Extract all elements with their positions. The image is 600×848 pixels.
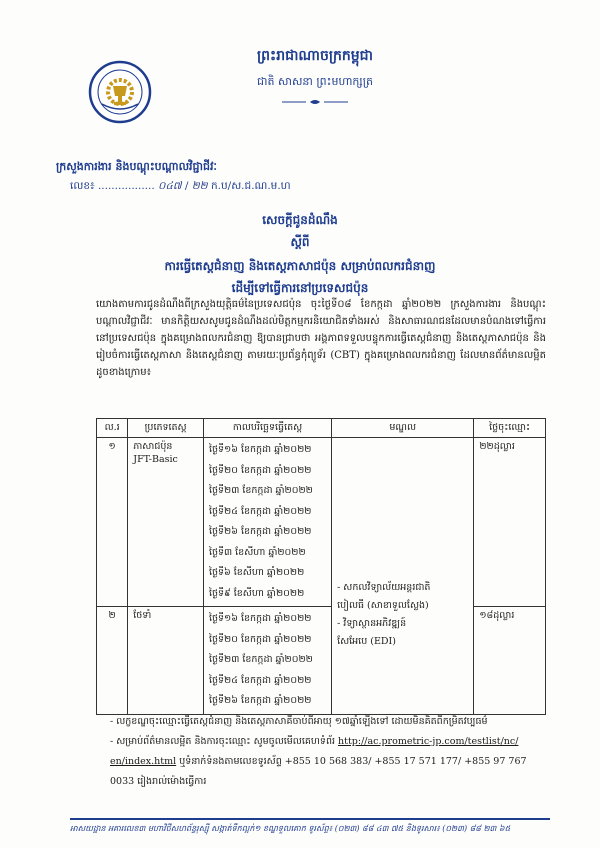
ref-label: លេខ [70, 180, 90, 192]
header-venue: មណ្ឌល [332, 419, 474, 438]
header-fee: ថ្លៃចុះឈ្មោះ [474, 419, 546, 438]
venue-line-2: បៀលធី (សាខាទួលស្លែង) [337, 599, 429, 611]
date-item: ថ្ងៃទី២០ ខែកក្កដា ឆ្នាំ២០២២ [208, 464, 312, 476]
note-age-requirement: - លក្ខខណ្ឌចុះឈ្មោះធ្វើតេស្តជំនាញ និងតេស្តភាសាគឺចាប់ពីអាយុ ១៧ឆ្នាំឡើងទៅ ដោយមិនគិតពីកម្រិតវប្បធម៌ [110, 716, 488, 727]
notice-body: យោងតាមការជូនដំណឹងពីក្រសួងយុត្តិធម៌នៃប្រទេសជប៉ុន ចុះថ្ងៃទី០៨ ខែកក្កដា ឆ្នាំ២០២២ ក្រសួងការងារ និងបណ្តុះបណ្តាលវិជ្ជាជីវៈ មានកិត្តិយសសូមជូនដំណឹងដល់មិត្តកម្មករនិយោជិតទាំងអស់ និងសាធារណជនដែលមានបំណងទៅធ្វើការនៅប្រទេសជប៉ុន ក្នុងគម្រោងពលករជំនាញ ឱ្យបានជ្រាបថា អង្គភាពទទួលបន្ទុកការធ្វើតេស្តជំនាញ និងតេស្តភាសាជប៉ុន និងរៀបចំការធ្វើតេស្តភាសា និងតេស្តជំនាញ តាមរយៈប្រព័ន្ធកុំព្យូទ័រ (CBT) ក្នុងគម្រោងពលករជំនាញ ដែលមានព័ត៌មានលម្អិត ដូចខាងក្រោម៖ [96, 299, 546, 378]
reference-number: លេខ៖ ................. ០៤៧ / ២២ ក.ប/ស.ជ.ណ.ម.ហ [70, 180, 291, 192]
row-dates [203, 607, 331, 715]
venue-cell [332, 438, 474, 715]
title-line-2: ស្តីពី [290, 235, 310, 249]
row-dates [203, 438, 331, 607]
date-item: ថ្ងៃទី២៤ ខែកក្កដា ឆ្នាំ២០២២ [208, 505, 312, 517]
row-type [128, 438, 204, 607]
ornament-divider [280, 98, 350, 106]
venue-line-3: - វិទ្យាស្ថានអភិវឌ្ឍន៍ [337, 617, 407, 629]
test-schedule-table [96, 418, 546, 715]
title-line-1: សេចក្តីជូនដំណឹង [262, 213, 338, 227]
type-label: ថែទាំ [133, 610, 152, 621]
note-registration [110, 732, 550, 792]
header-date: កាលបរិច្ឆេទធ្វើតេស្ត [203, 419, 331, 438]
date-item: ថ្ងៃទី២៣ ខែកក្កដា ឆ្នាំ២០២២ [208, 654, 313, 665]
date-item: ថ្ងៃទី៩ ខែសីហា ឆ្នាំ២០២២ [208, 587, 305, 599]
row-fee: ២២ដុល្លារ [474, 438, 546, 607]
kingdom-motto: ជាតិ សាសនា ព្រះមហាក្សត្រ [257, 75, 373, 88]
table-row [97, 438, 546, 607]
table-row [97, 607, 546, 715]
row-no: ១ [97, 438, 128, 607]
kingdom-title: ព្រះរាជាណាចក្រកម្ពុជា [256, 48, 373, 64]
date-item: ថ្ងៃទី២០ ខែកក្កដា ឆ្នាំ២០២២ [208, 633, 312, 645]
title-line-4: ដើម្បីទៅធ្វើការនៅប្រទេសជប៉ុន [231, 281, 369, 295]
registration-link-cont[interactable]: en/index.html [110, 756, 177, 767]
ministry-logo [88, 60, 152, 124]
ref-code: ក.ប/ស.ជ.ណ.ម.ហ [210, 180, 291, 192]
type-sub-label: JFT-Basic [133, 454, 178, 465]
date-item: ថ្ងៃទី១៦ ខែកក្កដា ឆ្នាំ២០២២ [208, 444, 312, 455]
ref-number: ០៤៧ [158, 180, 182, 192]
date-item: ថ្ងៃទី២៦ ខែកក្កដា ឆ្នាំ២០២២ [208, 695, 312, 706]
date-item: ថ្ងៃទី១៦ ខែកក្កដា ឆ្នាំ២០២២ [208, 613, 312, 624]
row-no: ២ [97, 607, 128, 715]
footer-divider [70, 818, 550, 820]
notice-title [100, 212, 500, 298]
notes-section [110, 712, 550, 792]
venue-line-1: - សកលវិទ្យាល័យអន្តរជាតិ [337, 581, 431, 593]
header-type: ប្រភេទតេស្ត [128, 419, 204, 438]
ministry-name: ក្រសួងការងារ និងបណ្តុះបណ្តាលវិជ្ជាជីវៈ [56, 160, 217, 173]
header-no: ល.រ [97, 419, 128, 438]
date-item: ថ្ងៃទី៦ ខែសីហា ឆ្នាំ២០២២ [208, 567, 305, 578]
row-type [128, 607, 204, 715]
date-item: ថ្ងៃទី៣ ខែសីហា ឆ្នាំ២០២២ [208, 546, 306, 558]
note-registration-prefix: - សម្រាប់ព័ត៌មានលម្អិត និងការចុះឈ្មោះ សូមចូលមើលគេហទំព័រ [110, 736, 335, 747]
registration-link[interactable]: http://ac.prometric-jp.com/testlist/nc/ [338, 736, 519, 747]
date-item: ថ្ងៃទី២៤ ខែកក្កដា ឆ្នាំ២០២២ [208, 674, 312, 686]
note-registration-suffix: ឬទំនាក់ទំនងតាមលេខទូរស័ព្ទ +855 10 568 383/ +855 17 571 177/ +855 97 767 0033 រៀងរាល់ម៉ោងធ្វើការ [110, 756, 527, 787]
kingdom-header [230, 46, 400, 110]
date-item: ថ្ងៃទី២៦ ខែកក្កដា ឆ្នាំ២០២២ [208, 526, 312, 537]
venue-line-4: សែអែបេ (EDI) [337, 635, 396, 647]
date-item: ថ្ងៃទី២៣ ខែកក្កដា ឆ្នាំ២០២២ [208, 485, 313, 496]
type-label: ភាសាជប៉ុន [133, 441, 173, 452]
table-header-row [97, 419, 546, 438]
footer-address: អាសយដ្ឋាន អគារលេខ៣ មហាវិថីសហព័ន្ធរុស្ស៊ី សង្កាត់ទឹកល្អក់១ ខណ្ឌទួលគោក ទូរស័ព្ទ៖ (០២៣) ៨៨ ៤៣ ៧៥ និងទូរសារ៖ (០២៣) ៨៨ ២៣ ៦៥ [70, 824, 511, 833]
row-fee: ១៨ដុល្លារ [474, 607, 546, 715]
title-line-3: ការធ្វើតេស្តជំនាញ និងតេស្តភាសាជប៉ុន សម្រាប់ពលករជំនាញ [164, 259, 436, 273]
ref-year: ២២ [191, 180, 208, 192]
